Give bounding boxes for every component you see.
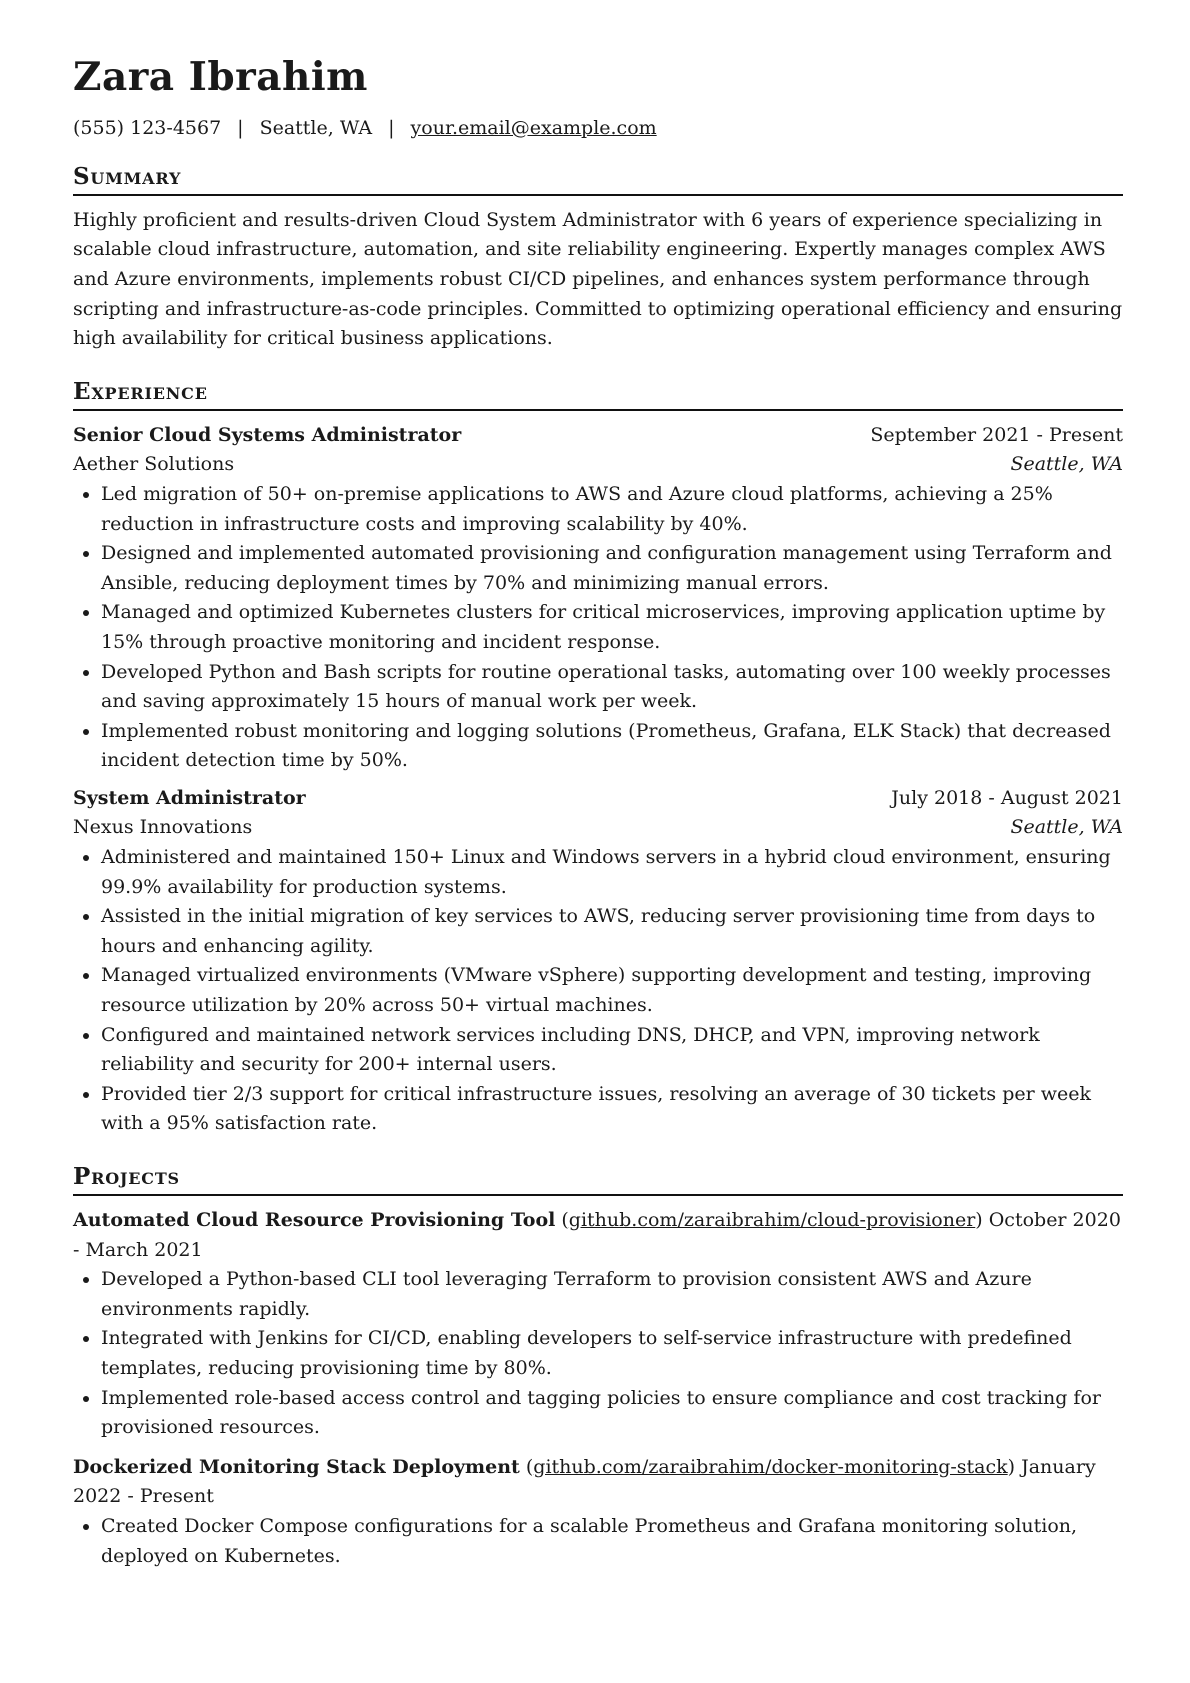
project-title: Dockerized Monitoring Stack Deployment — [73, 1455, 520, 1478]
bullet-item: • Managed and optimized Kubernetes clusters for critical microservices, improving application uptime by 15% through proactive monitoring and incident response. — [101, 598, 1123, 657]
bullet-item: • Configured and maintained network services including DNS, DHCP, and VPN, improving network reliability and security for 200+ internal users. — [101, 1021, 1123, 1080]
bullet-item: • Administered and maintained 150+ Linux and Windows servers in a hybrid cloud environment, ensuring 99.9% availability for production systems. — [101, 843, 1123, 902]
section-heading-summary: Summary — [73, 163, 1123, 196]
section-heading-projects: Projects — [73, 1163, 1123, 1196]
resume-page — [73, 54, 1123, 1571]
section-heading-experience: Experience — [73, 378, 1123, 411]
project-entry — [73, 1206, 1123, 1443]
company-name: Aether Solutions — [73, 453, 235, 476]
bullet-item: • Assisted in the initial migration of key services to AWS, reducing server provisioning time from days to hours and enhancing agility. — [101, 902, 1123, 961]
job-location: Seattle, WA — [1010, 816, 1123, 839]
bullet-item: • Created Docker Compose configurations for a scalable Prometheus and Grafana monitoring solution, deployed on Kubernetes. — [101, 1512, 1123, 1571]
job-header — [73, 784, 1123, 814]
job-header — [73, 421, 1123, 451]
bullet-item: • Designed and implemented automated provisioning and configuration management using Terraform and Ansible, reducing deployment times by 70% and minimizing manual errors. — [101, 539, 1123, 598]
project-bullets — [73, 1512, 1123, 1571]
project-title: Automated Cloud Resource Provisioning Tool — [73, 1209, 556, 1232]
bullet-item: • Developed a Python-based CLI tool leveraging Terraform to provision consistent AWS and Azure environments rapidly. — [101, 1265, 1123, 1324]
project-header: Dockerized Monitoring Stack Deployment (github.com/zaraibrahim/docker-monitoring-stack) January 2022 - Present — [73, 1455, 1096, 1508]
job-subheader — [73, 813, 1123, 843]
experience-section — [73, 378, 1123, 1139]
summary-text: Highly proficient and results-driven Cloud System Administrator with 6 years of experience specializing in scalable cloud infrastructure, automation, and site reliability engineering. Expertly manages complex AWS and Azure environments, implements robust CI/CD pipelines, and enhances system performance through scripting and infrastructure-as-code principles. Committed to optimizing operational efficiency and ensuring high availability for critical business applications. — [73, 208, 1123, 350]
location-text: Seattle, WA — [259, 116, 373, 139]
job-entry — [73, 421, 1123, 776]
bullet-item: • Provided tier 2/3 support for critical infrastructure issues, resolving an average of 30 tickets per week with a 95% satisfaction rate. — [101, 1080, 1123, 1139]
candidate-name: Zara Ibrahim — [73, 54, 368, 100]
job-dates: September 2021 - Present — [870, 423, 1123, 446]
phone-number: (555) 123-4567 — [73, 116, 222, 139]
summary-section — [73, 163, 1123, 354]
email-link[interactable]: your.email@example.com — [410, 116, 657, 139]
job-dates: July 2018 - August 2021 — [891, 786, 1123, 809]
contact-line — [73, 117, 1123, 139]
job-bullets — [73, 480, 1123, 776]
job-entry — [73, 784, 1123, 1139]
bullet-item: • Led migration of 50+ on-premise applications to AWS and Azure cloud platforms, achieving a 25% reduction in infrastructure costs and improving scalability by 40%. — [101, 480, 1123, 539]
company-name: Nexus Innovations — [73, 816, 253, 839]
project-link[interactable]: github.com/zaraibrahim/docker-monitoring-stack — [533, 1455, 1008, 1478]
bullet-item: • Implemented role-based access control and tagging policies to ensure compliance and cost tracking for provisioned resources. — [101, 1384, 1123, 1443]
job-subheader — [73, 450, 1123, 480]
job-location: Seattle, WA — [1010, 453, 1123, 476]
contact-separator: | — [388, 116, 395, 139]
project-link[interactable]: github.com/zaraibrahim/cloud-provisioner — [568, 1209, 976, 1232]
project-entry — [73, 1453, 1123, 1571]
project-header: Automated Cloud Resource Provisioning Tool (github.com/zaraibrahim/cloud-provisioner) October 2020 - March 2021 — [73, 1209, 1121, 1261]
job-bullets — [73, 843, 1123, 1139]
contact-separator: | — [237, 116, 244, 139]
projects-section — [73, 1163, 1123, 1571]
project-bullets — [73, 1265, 1123, 1443]
project-dates: January 2022 - Present — [73, 1455, 1096, 1508]
project-dates: October 2020 - March 2021 — [73, 1209, 1121, 1261]
bullet-item: • Implemented robust monitoring and logging solutions (Prometheus, Grafana, ELK Stack) that decreased incident detection time by 50%. — [101, 717, 1123, 776]
bullet-item: • Integrated with Jenkins for CI/CD, enabling developers to self-service infrastructure with predefined templates, reducing provisioning time by 80%. — [101, 1324, 1123, 1383]
job-title: Senior Cloud Systems Administrator — [73, 423, 462, 446]
bullet-item: • Managed virtualized environments (VMware vSphere) supporting development and testing, improving resource utilization by 20% across 50+ virtual machines. — [101, 961, 1123, 1020]
bullet-item: • Developed Python and Bash scripts for routine operational tasks, automating over 100 weekly processes and saving approximately 15 hours of manual work per week. — [101, 658, 1123, 717]
job-title: System Administrator — [73, 786, 306, 809]
